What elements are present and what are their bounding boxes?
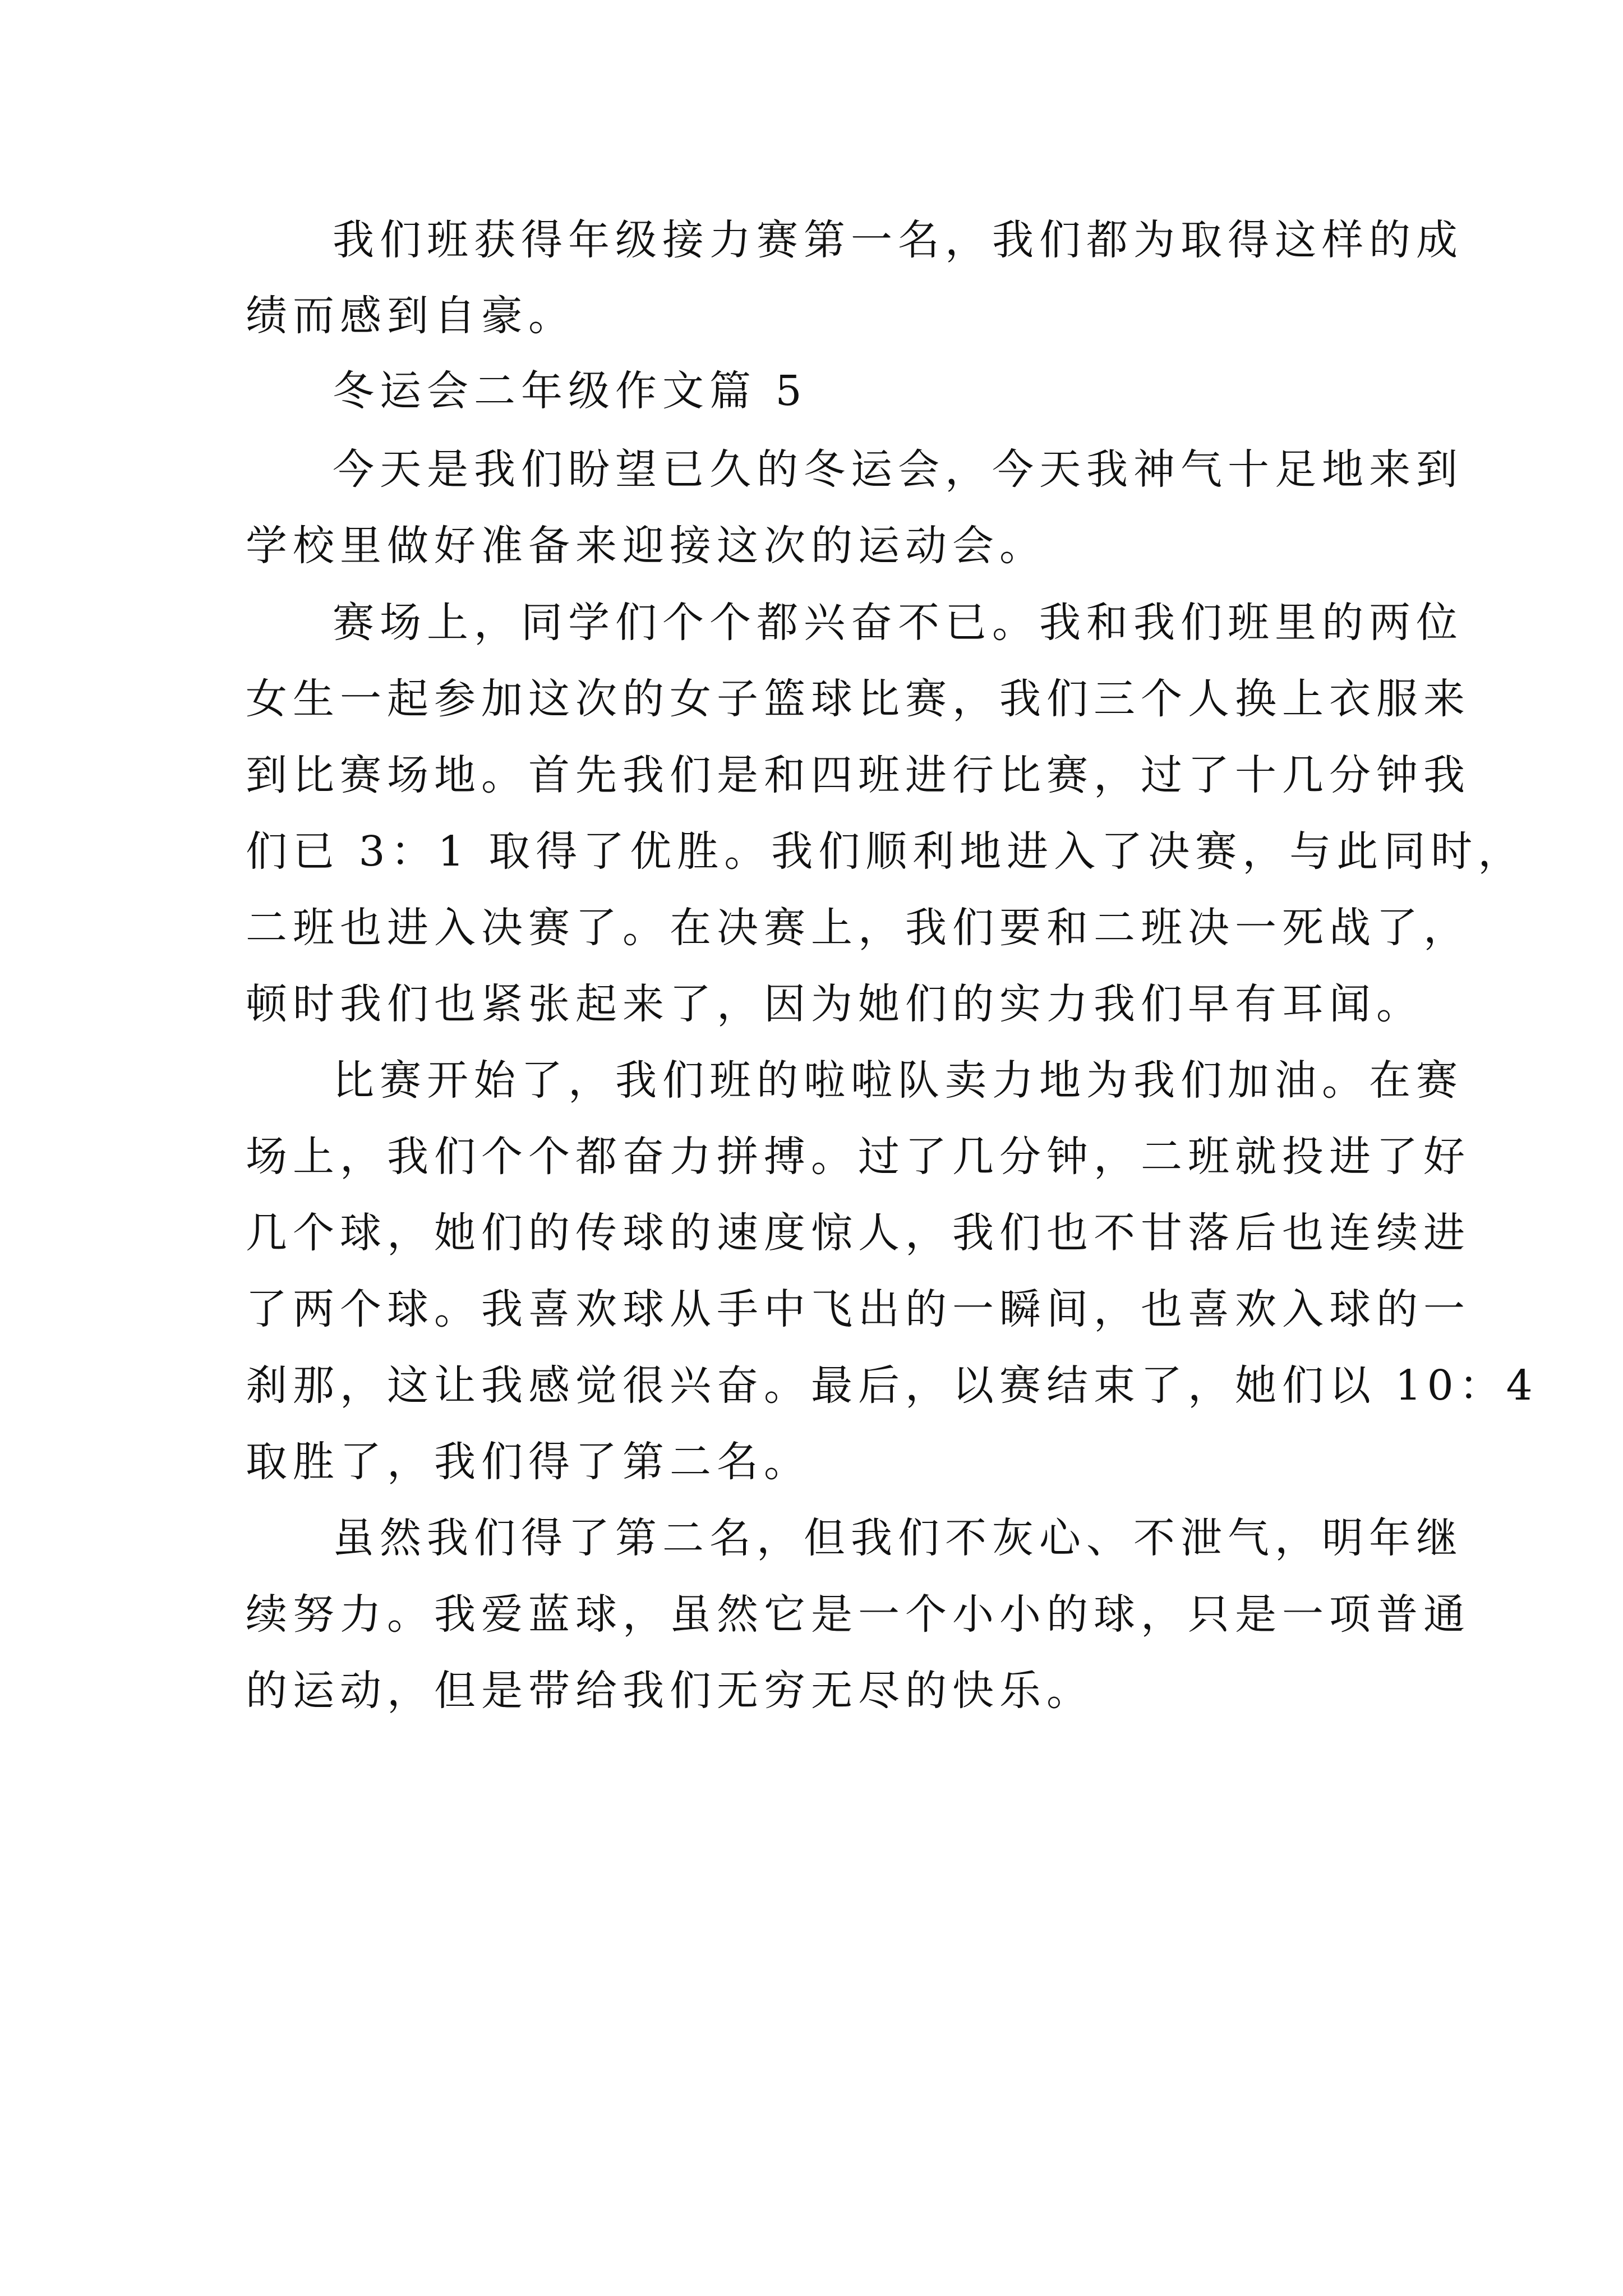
text-line: 二班也进入决赛了。在决赛上，我们要和二班决一死战了， — [246, 904, 1470, 952]
text-line: 场上，我们个个都奋力拼搏。过了几分钟，二班就投进了好 — [246, 1133, 1470, 1181]
section-heading: 冬运会二年级作文篇 5 — [333, 367, 808, 415]
text-line: 到比赛场地。首先我们是和四班进行比赛，过了十几分钟我 — [246, 751, 1470, 799]
text-line: 今天是我们盼望已久的冬运会，今天我神气十足地来到 — [333, 445, 1463, 494]
text-line: 们已 3：1 取得了优胜。我们顺利地进入了决赛，与此同时， — [246, 827, 1525, 876]
text-line: 的运动，但是带给我们无穷无尽的快乐。 — [246, 1667, 1094, 1715]
text-line: 刹那，这让我感觉很兴奋。最后，以赛结束了，她们以 10：4 — [246, 1361, 1538, 1410]
text-line: 续努力。我爱蓝球，虽然它是一个小小的球，只是一项普通 — [246, 1590, 1470, 1639]
text-line: 虽然我们得了第二名，但我们不灰心、不泄气，明年继 — [333, 1514, 1463, 1562]
text-line: 了两个球。我喜欢球从手中飞出的一瞬间，也喜欢入球的一 — [246, 1285, 1470, 1333]
text-line: 取胜了，我们得了第二名。 — [246, 1438, 811, 1486]
text-line: 学校里做好准备来迎接这次的运动会。 — [246, 522, 1046, 570]
text-line: 赛场上，同学们个个都兴奋不已。我和我们班里的两位 — [333, 599, 1463, 647]
text-line: 绩而感到自豪。 — [246, 292, 575, 340]
text-line: 我们班获得年级接力赛第一名，我们都为取得这样的成 — [333, 216, 1463, 264]
text-line: 女生一起参加这次的女子篮球比赛，我们三个人换上衣服来 — [246, 675, 1470, 723]
text-line: 比赛开始了，我们班的啦啦队卖力地为我们加油。在赛 — [333, 1056, 1463, 1105]
text-line: 几个球，她们的传球的速度惊人，我们也不甘落后也连续进 — [246, 1209, 1470, 1257]
text-line: 顿时我们也紧张起来了，因为她们的实力我们早有耳闻。 — [246, 980, 1423, 1028]
